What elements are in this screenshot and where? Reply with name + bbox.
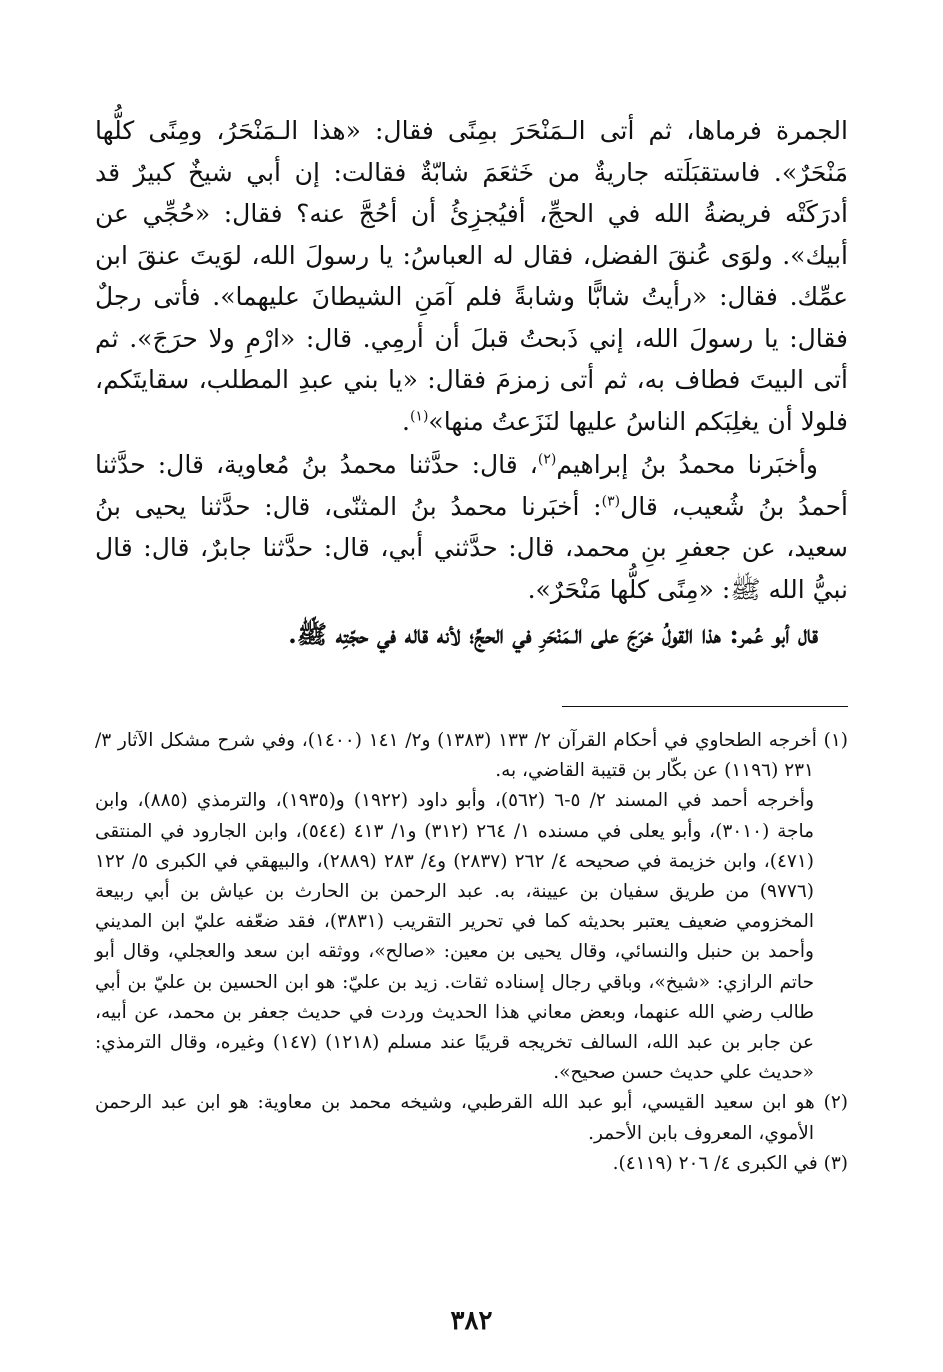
footnote-1-continued: وأخرجه أحمد في المسند ٢/ ٥-٦ (٥٦٢)، وأبو داود (١٩٢٢) و(١٩٣٥)، والترمذي (٨٨٥)، وابن ماجة (٣٠١٠)، وأبو يعلى في مسنده ١/ ٢٦٤ (٣١٢) و١/ ٤١٣ (٥٤٤)، وابن الجارود في المنتقى (٤٧١)، وابن خزيمة في صحيحه ٤/ ٢٦٢ (٢٨٣٧) و٤/ ٢٨٣ (٢٨٨٩)، والبيهقي في الكبرى ٥/ ١٢٢ (٩٧٧٦) من طريق سفيان بن عيينة، به. عبد الرحمن بن الحارث بن عياش بن أبي ربيعة المخزومي ضعيف يعتبر بحديثه كما في تحرير التقريب (٣٨٣١)، فقد ضعّفه عليّ ابن المديني وأحمد بن حنبل والنسائي، وقال يحيى بن معين: «صالح»، ووثقه ابن سعد والعجلي، وقال أبو حاتم الرازي: «شيخ»، وباقي رجال إسناده ثقات. زيد بن عليّ: هو ابن الحسين بن عليّ بن أبي طالب رضي الله عنهما، وبعض معاني هذا الحديث وردت في حديث جعفر بن محمد، عن أبيه، عن جابر بن عبد الله، السالف تخريجه قريبًا عند مسلم (١٢١٨) (١٤٧) وغيره، وقال الترمذي: «حديث علي حديث حسن صحيح». bbox=[95, 790, 815, 1084]
footnote-separator bbox=[562, 706, 848, 707]
footnote-ref-3: (٣) bbox=[601, 493, 621, 510]
paragraph-1-text: الجمرة فرماها، ثم أتى الـمَنْحَرَ بمِنًى فقال: «هذا الـمَنْحَرُ، ومِنًى كلُّها مَنْحَرٌ». فاستقبَلَته جاريةٌ من خَثعَمَ شابّةٌ فقالت: إن أبي شيخٌ كبيرٌ قد أدرَكَتْه فريضةُ الله في الحجِّ، أفيُجزِئُ أن أحُجَّ عنه؟ فقال: «حُجِّي عن أبيك». ولوَى عُنقَ الفضل، فقال له العباسُ: يا رسولَ الله، لوَيتَ عنقَ ابن عمِّك. فقال: «رأيتُ شابًّا وشابةً فلم آمَنِ الشيطانَ عليهما». فأتى رجلٌ فقال: يا رسولَ الله، إني ذَبحتُ قبلَ أن أرمِي. قال: «ارْمِ ولا حرَجَ». ثم أتى البيتَ فطاف به، ثم أتى زمزمَ فقال: «يا بني عبدِ المطلب، سقايتَكم، فلولا أن يغلِبَكم الناسُ عليها لنَزَعتُ منها» bbox=[95, 116, 848, 436]
main-paragraph-1: الجمرة فرماها، ثم أتى الـمَنْحَرَ بمِنًى فقال: «هذا الـمَنْحَرُ، ومِنًى كلُّها مَنْحَرٌ». فاستقبَلَته جاريةٌ من خَثعَمَ شابّةٌ فقالت: إن أبي شيخٌ كبيرٌ قد أدرَكَتْه فريضةُ الله في الحجِّ، أفيُجزِئُ أن أحُجَّ عنه؟ فقال: «حُجِّي عن أبيك». ولوَى عُنقَ الفضل، فقال له العباسُ: يا رسولَ الله، لوَيتَ عنقَ ابن عمِّك. فقال: «رأيتُ شابًّا وشابةً فلم آمَنِ الشيطانَ عليهما». فأتى رجلٌ فقال: يا رسولَ الله، إني ذَبحتُ قبلَ أن أرمِي. قال: «ارْمِ ولا حرَجَ». ثم أتى البيتَ فطاف به، ثم أتى زمزمَ فقال: «يا بني عبدِ المطلب، سقايتَكم، فلولا أن يغلِبَكم الناسُ عليها لنَزَعتُ منها»$^{(١)}$. bbox=[95, 116, 848, 436]
footnote-1: (١) أخرجه الطحاوي في أحكام القرآن ٢/ ١٣٣ (١٣٨٣) و٢/ ١٤١ (١٤٠٠)، وفي شرح مشكل الآثار ٣/ ٢٣١ (١١٩٦) عن بكّار بن قتيبة القاضي، به. bbox=[95, 730, 848, 782]
main-paragraph-2 bbox=[95, 444, 848, 610]
footnote-3: (٣) في الكبرى ٤/ ٢٠٦ (٤١١٩). bbox=[612, 1152, 848, 1174]
paragraph-2-text-c: : أخبَرنا محمدُ بنُ المثنّى، قال: حدَّثنا يحيى بنُ سعيد، عن جعفرِ بنِ محمد، قال: حدَّثني أبي، قال: حدَّثنا جابرٌ، قال: قال نبيُّ الله ﷺ: «مِنًى كلُّها مَنْحَرٌ». bbox=[95, 491, 848, 604]
footnote-2: (٢) هو ابن سعيد القيسي، أبو عبد الله القرطبي، وشيخه محمد بن معاوية: هو ابن عبد الرحمن الأموي، المعروف بابن الأحمر. bbox=[95, 1092, 848, 1144]
main-paragraph-3: قال أبو عُمر: هذا القولُ خرَجَ على الـمَنْحَرِ في الحجِّ؛ لأنه قاله في حجّتِه ﷺ. bbox=[288, 620, 818, 649]
page-number: ٣٨٢ bbox=[450, 1306, 493, 1336]
paragraph-2-text-b: ، قال: حدَّثنا محمدُ بنُ مُعاوية، قال: حدَّثنا أحمدُ بنُ شُعيب، قال bbox=[95, 450, 848, 521]
main-text bbox=[95, 110, 848, 656]
paragraph-2-text-a: وأخبَرنا محمدُ بنُ إبراهيم bbox=[556, 450, 818, 479]
footnotes bbox=[95, 726, 848, 1179]
footnote-ref-1: (١) bbox=[409, 408, 429, 425]
footnote-ref-2: (٢) bbox=[537, 451, 557, 468]
